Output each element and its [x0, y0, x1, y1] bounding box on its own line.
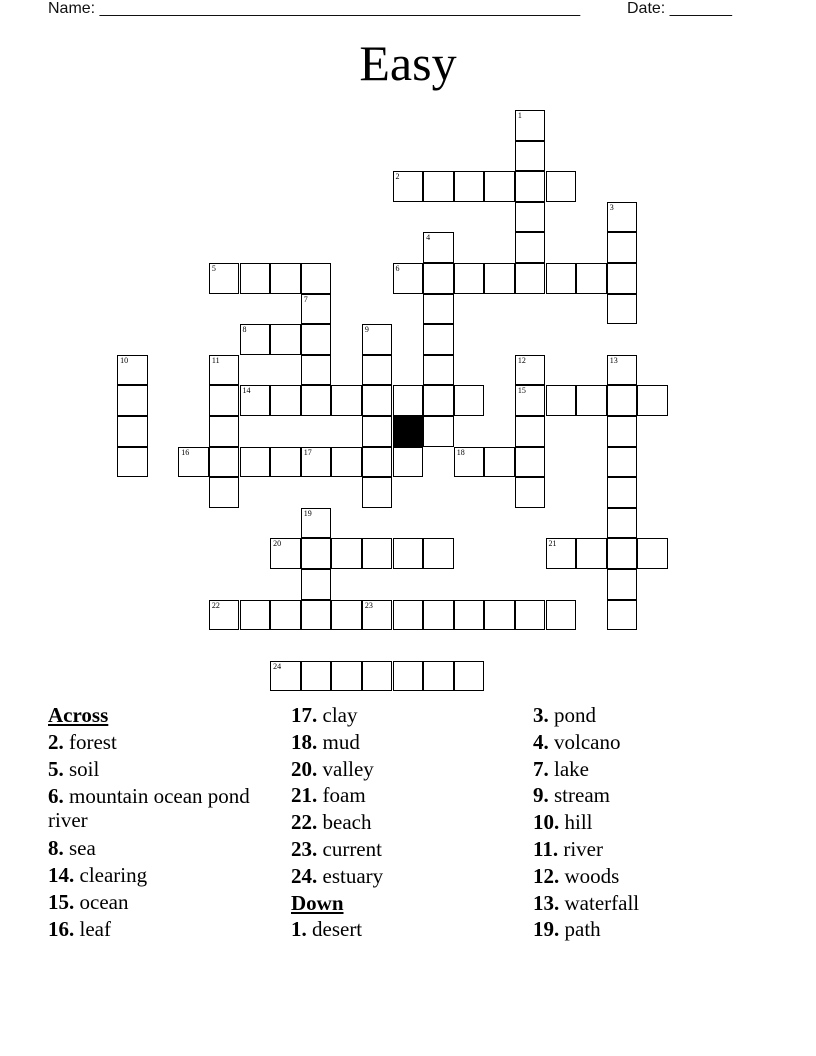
grid-cell[interactable]: [270, 447, 301, 478]
down-clue: 9. stream: [533, 783, 610, 808]
clue-number: 13: [609, 355, 618, 365]
clue-number: 19: [303, 508, 312, 518]
grid-cell[interactable]: [362, 447, 393, 478]
grid-cell[interactable]: [423, 661, 454, 692]
grid-cell[interactable]: [270, 263, 301, 294]
grid-cell[interactable]: [331, 600, 362, 631]
grid-cell[interactable]: [454, 171, 485, 202]
grid-cell[interactable]: [454, 600, 485, 631]
down-clue: 1. desert: [291, 917, 363, 942]
grid-cell[interactable]: [331, 661, 362, 692]
grid-cell[interactable]: [209, 355, 240, 386]
grid-cell[interactable]: [607, 416, 638, 447]
clue-number: 12: [517, 355, 526, 365]
grid-cell[interactable]: [270, 661, 301, 692]
grid-cell[interactable]: [209, 600, 240, 631]
grid-cell[interactable]: [576, 385, 607, 416]
clue-number: 16: [181, 447, 190, 457]
across-clue: 21. foam: [291, 783, 366, 808]
clue-number: 10: [120, 355, 129, 365]
grid-cell[interactable]: [362, 385, 393, 416]
down-clue: 4. volcano: [533, 729, 621, 754]
grid-cell[interactable]: [301, 447, 332, 478]
grid-cell[interactable]: [209, 477, 240, 508]
clue-number: 23: [364, 600, 373, 610]
clue-number: 3: [609, 202, 614, 212]
grid-cell[interactable]: [270, 324, 301, 355]
across-clue: 24. estuary: [291, 863, 384, 888]
grid-cell[interactable]: [240, 600, 271, 631]
grid-cell[interactable]: [362, 477, 393, 508]
grid-cell[interactable]: [546, 171, 577, 202]
grid-cell[interactable]: [423, 294, 454, 325]
grid-cell[interactable]: [240, 263, 271, 294]
clue-number: 18: [456, 447, 465, 457]
down-clue: 19. path: [533, 917, 601, 942]
grid-cell[interactable]: [607, 600, 638, 631]
grid-cell[interactable]: [270, 385, 301, 416]
clue-column-1: [48, 702, 283, 943]
grid-cell[interactable]: [209, 385, 240, 416]
grid-cell[interactable]: [454, 447, 485, 478]
clue-number: 4: [426, 233, 431, 243]
across-clue: 18. mud: [291, 729, 360, 754]
clue-number: 6: [395, 264, 400, 273]
grid-cell[interactable]: [423, 171, 454, 202]
down-clue: 13. waterfall: [533, 890, 640, 915]
clue-number: 20: [273, 539, 282, 549]
grid-cell[interactable]: [423, 232, 454, 263]
grid-cell[interactable]: [362, 324, 393, 355]
across-clue: 20. valley: [291, 756, 374, 781]
grid-cell[interactable]: [515, 141, 546, 172]
clue-number: 8: [242, 325, 247, 335]
grid-cell[interactable]: [301, 355, 332, 386]
grid-cell[interactable]: [331, 447, 362, 478]
down-clue: 10. hill: [533, 810, 593, 835]
grid-cell[interactable]: [393, 661, 424, 692]
grid-cell[interactable]: [607, 569, 638, 600]
clue-number: 17: [303, 447, 312, 457]
grid-cell[interactable]: [362, 538, 393, 569]
across-heading: Across: [48, 703, 109, 727]
grid-cell[interactable]: [301, 600, 332, 631]
name-field-line[interactable]: Name: ______________________________________________________: [48, 0, 581, 17]
grid-cell[interactable]: [362, 661, 393, 692]
grid-cell[interactable]: [515, 202, 546, 233]
grid-cell[interactable]: [607, 232, 638, 263]
grid-cell[interactable]: [362, 416, 393, 447]
down-clue: 12. woods: [533, 863, 620, 888]
grid-cell[interactable]: [515, 355, 546, 386]
date-field-line[interactable]: Date: _______: [627, 0, 732, 17]
grid-cell[interactable]: [515, 110, 546, 141]
black-cell: [393, 416, 424, 447]
grid-cell[interactable]: [301, 324, 332, 355]
down-clue: 7. lake: [533, 756, 589, 781]
grid-cell[interactable]: [270, 538, 301, 569]
grid-cell[interactable]: [607, 477, 638, 508]
grid-cell[interactable]: [393, 600, 424, 631]
grid-cell[interactable]: [423, 263, 454, 294]
grid-cell[interactable]: [301, 508, 332, 539]
grid-cell[interactable]: [515, 385, 546, 416]
down-clue: 11. river: [533, 836, 603, 861]
grid-cell[interactable]: [301, 538, 332, 569]
grid-cell[interactable]: [393, 263, 424, 294]
grid-cell[interactable]: [301, 263, 332, 294]
grid-cell[interactable]: [117, 355, 148, 386]
grid-cell[interactable]: [240, 324, 271, 355]
across-clue: 22. beach: [291, 810, 372, 835]
grid-cell[interactable]: [637, 385, 668, 416]
grid-cell[interactable]: [393, 447, 424, 478]
down-heading: Down: [291, 890, 344, 915]
grid-cell[interactable]: [515, 263, 546, 294]
across-clue: 17. clay: [291, 703, 358, 727]
grid-cell[interactable]: [301, 385, 332, 416]
grid-cell[interactable]: [209, 263, 240, 294]
across-clue: 6. mountain ocean pond river: [48, 784, 250, 833]
grid-cell[interactable]: [393, 171, 424, 202]
grid-cell[interactable]: [546, 600, 577, 631]
grid-cell[interactable]: [178, 447, 209, 478]
grid-cell[interactable]: [546, 538, 577, 569]
grid-cell[interactable]: [454, 385, 485, 416]
grid-cell[interactable]: [362, 355, 393, 386]
grid-cell[interactable]: [546, 385, 577, 416]
clue-number: 22: [211, 600, 220, 610]
clue-number: 1: [517, 111, 522, 120]
clue-number: 2: [395, 172, 400, 182]
grid-cell[interactable]: [423, 324, 454, 355]
grid-cell[interactable]: [117, 447, 148, 478]
grid-cell[interactable]: [484, 447, 515, 478]
grid-cell[interactable]: [515, 600, 546, 631]
grid-cell[interactable]: [423, 416, 454, 447]
grid-cell[interactable]: [515, 416, 546, 447]
grid-cell[interactable]: [270, 600, 301, 631]
grid-cell[interactable]: [301, 294, 332, 325]
clue-number: 9: [364, 325, 369, 335]
grid-cell[interactable]: [607, 202, 638, 233]
down-clue: 3. pond: [533, 703, 596, 727]
grid-cell[interactable]: [423, 600, 454, 631]
grid-cell[interactable]: [607, 508, 638, 539]
grid-cell[interactable]: [607, 385, 638, 416]
grid-cell[interactable]: [331, 385, 362, 416]
grid-cell[interactable]: [484, 171, 515, 202]
grid-cell[interactable]: [454, 661, 485, 692]
clue-number: 14: [242, 386, 251, 396]
across-clue: 2. forest: [48, 729, 117, 754]
grid-cell[interactable]: [484, 600, 515, 631]
across-clue: 16. leaf: [48, 916, 111, 941]
grid-cell[interactable]: [209, 447, 240, 478]
across-clue: 8. sea: [48, 836, 96, 861]
clue-number: 15: [517, 386, 526, 396]
clue-column-2: [291, 702, 521, 943]
grid-cell[interactable]: [362, 600, 393, 631]
grid-cell[interactable]: [637, 538, 668, 569]
grid-cell[interactable]: [240, 385, 271, 416]
across-clue: 14. clearing: [48, 863, 148, 888]
grid-cell[interactable]: [393, 385, 424, 416]
grid-cell[interactable]: [576, 263, 607, 294]
grid-cell[interactable]: [607, 355, 638, 386]
across-clue: 15. ocean: [48, 889, 129, 914]
grid-cell[interactable]: [423, 538, 454, 569]
grid-cell[interactable]: [454, 263, 485, 294]
grid-cell[interactable]: [546, 263, 577, 294]
across-clue: 5. soil: [48, 756, 100, 781]
grid-cell[interactable]: [515, 477, 546, 508]
grid-cell[interactable]: [209, 416, 240, 447]
grid-cell[interactable]: [576, 538, 607, 569]
grid-cell[interactable]: [423, 385, 454, 416]
grid-cell[interactable]: [240, 447, 271, 478]
clue-number: 7: [303, 294, 308, 304]
grid-cell[interactable]: [331, 538, 362, 569]
grid-cell[interactable]: [117, 385, 148, 416]
grid-cell[interactable]: [117, 416, 148, 447]
grid-cell[interactable]: [393, 538, 424, 569]
grid-cell[interactable]: [607, 294, 638, 325]
grid-cell[interactable]: [607, 538, 638, 569]
grid-cell[interactable]: [515, 232, 546, 263]
clue-number: 11: [211, 355, 220, 365]
grid-cell[interactable]: [607, 263, 638, 294]
grid-cell[interactable]: [484, 263, 515, 294]
puzzle-title: Easy: [359, 35, 457, 91]
clue-number: 21: [548, 539, 557, 549]
clue-number: 24: [273, 661, 282, 671]
grid-cell[interactable]: [607, 447, 638, 478]
clue-number: 5: [211, 264, 216, 273]
clue-column-3: [533, 702, 773, 943]
grid-cell[interactable]: [301, 661, 332, 692]
grid-cell[interactable]: [515, 447, 546, 478]
grid-cell[interactable]: [515, 171, 546, 202]
across-clue: 23. current: [291, 836, 382, 861]
grid-cell[interactable]: [301, 569, 332, 600]
grid-cell[interactable]: [423, 355, 454, 386]
